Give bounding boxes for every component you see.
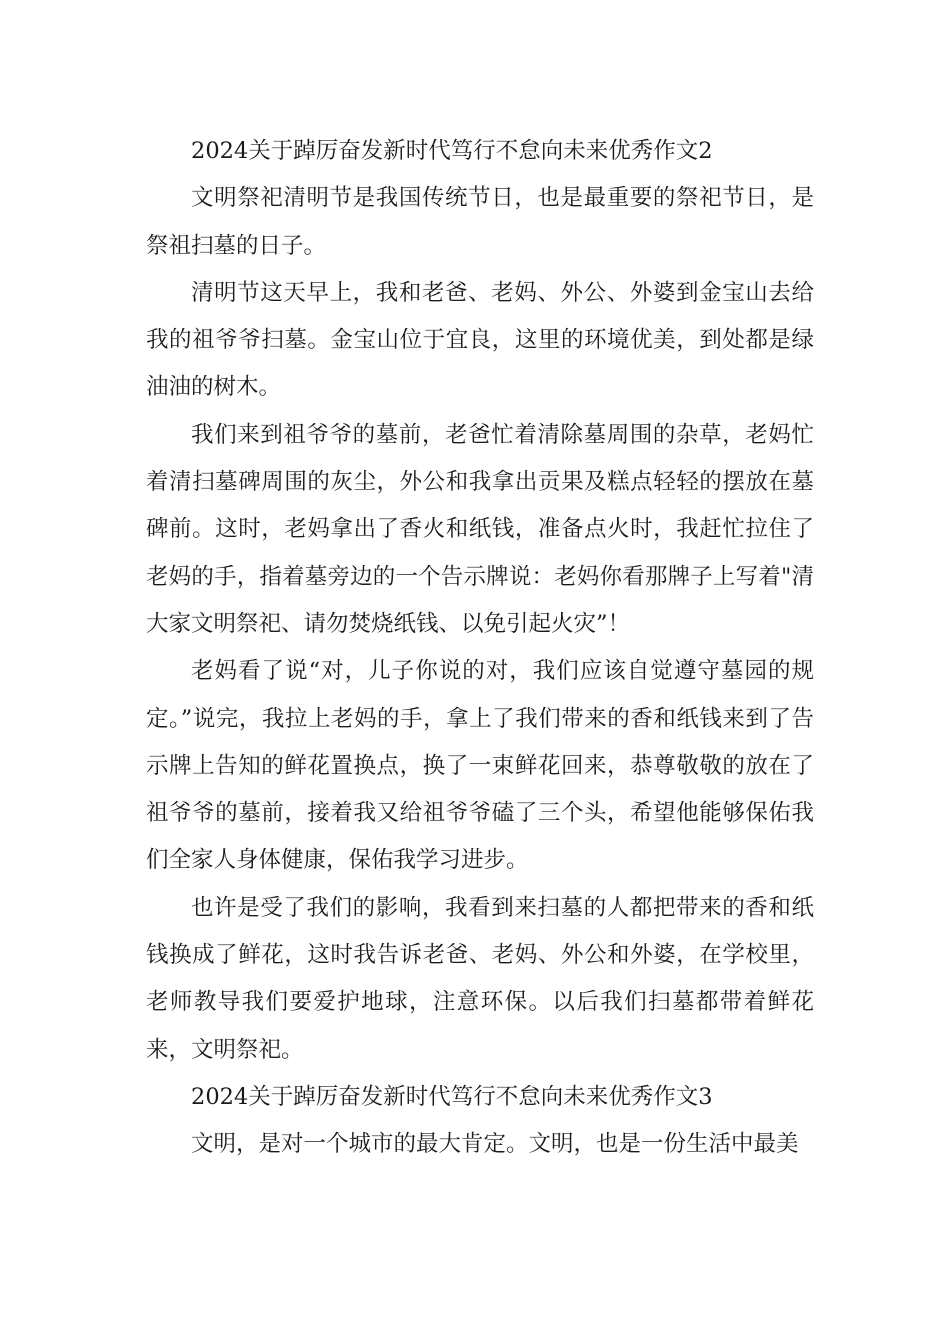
paragraph-at-tomb: 我们来到祖爷爷的墓前，老爸忙着清除墓周围的杂草，老妈忙着清扫墓碑周围的灰尘，外公和我拿出贡果及糕点轻轻的摆放在墓碑前。这时，老妈拿出了香火和纸钱，准备点火时，我赶忙拉住了老妈的手，指着墓旁边的一个告示牌说：老妈你看那牌子上写着"清大家文明祭祀、请勿焚烧纸钱、以免引起火灾”！ <box>146 421 814 637</box>
paragraph-civilization: 文明，是对一个城市的最大肯定。文明，也是一份生活中最美 <box>191 1131 799 1158</box>
essay-heading-2: 2024关于踔厉奋发新时代笃行不怠向未来优秀作文2 <box>191 138 713 164</box>
paragraph-flowers: 老妈看了说“对，儿子你说的对，我们应该自觉遵守墓园的规定。”说完，我拉上老妈的手，拿上了我们带来的香和纸钱来到了告示牌上告知的鲜花置换点，换了一束鲜花回来，恭尊敬敬的放在了祖爷爷的墓前，接着我又给祖爷爷磕了三个头，希望他能够保佑我们全家人身体健康，保佑我学习进步。 <box>146 658 814 874</box>
paragraph-influence: 也许是受了我们的影响，我看到来扫墓的人都把带来的香和纸钱换成了鲜花，这时我告诉老爸、老妈、外公和外婆，在学校里，老师教导我们要爱护地球，注意环保。以后我们扫墓都带着鲜花来，文明祭祀。 <box>146 894 814 1063</box>
paragraph-intro: 文明祭祀清明节是我国传统节日，也是最重要的祭祀节日，是祭祖扫墓的日子。 <box>146 185 814 259</box>
essay-heading-3: 2024关于踔厉奋发新时代笃行不怠向未来优秀作文3 <box>191 1083 713 1110</box>
paragraph-morning: 清明节这天早上，我和老爸、老妈、外公、外婆到金宝山去给我的祖爷爷扫墓。金宝山位于宜良，这里的环境优美，到处都是绿油油的树木。 <box>146 279 814 401</box>
document-body <box>146 128 814 1169</box>
